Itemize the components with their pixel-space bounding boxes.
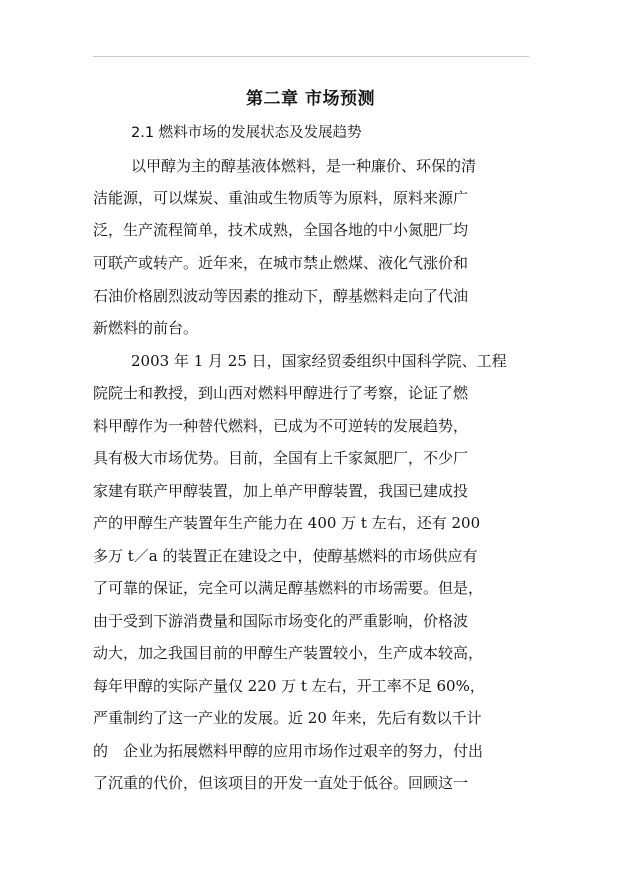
paragraph2-line: 的 企业为拓展燃料甲醇的应用市场作过艰辛的努力，付出 — [93, 742, 484, 760]
paragraph1-line: 新燃料的前台。 — [93, 319, 199, 337]
paragraph2-line: 了沉重的代价，但该项目的开发一直处于低谷。回顾这一 — [93, 774, 469, 792]
paragraph1-line: 洁能源，可以煤炭、重油或生物质等为原料，原料来源广 — [93, 189, 469, 207]
paragraph1-line: 可联产或转产。近年来，在城市禁止燃煤、液化气涨价和 — [93, 254, 469, 272]
paragraph1-line: 泛，生产流程简单，技术成熟，全国各地的中小氮肥厂均 — [93, 221, 469, 239]
chapter-title: 第二章 市场预测 — [246, 89, 375, 109]
paragraph2-line: 料甲醇作为一种替代燃料，已成为不可逆转的发展趋势， — [93, 417, 469, 435]
header-rule — [93, 56, 529, 57]
paragraph2-line: 产的甲醇生产装置年生产能力在 400 万 t 左右，还有 200 — [93, 514, 481, 532]
paragraph2-line: 每年甲醇的实际产量仅 220 万 t 左右，开工率不足 60%， — [93, 677, 485, 695]
paragraph1-line: 以甲醇为主的醇基液体燃料，是一种廉价、环保的清 — [131, 157, 477, 175]
paragraph2-line: 2003 年 1 月 25 日，国家经贸委组织中国科学院、工程 — [131, 352, 507, 370]
paragraph2-line: 具有极大市场优势。目前，全国有上千家氮肥厂，不少厂 — [93, 449, 469, 467]
paragraph1-line: 石油价格剧烈波动等因素的推动下，醇基燃料走向了代油 — [93, 287, 469, 305]
paragraph2-line: 了可靠的保证，完全可以满足醇基燃料的市场需要。但是， — [93, 579, 484, 597]
paragraph2-line: 院院士和教授，到山西对燃料甲醇进行了考察，论证了燃 — [93, 384, 469, 402]
paragraph2-line: 严重制约了这一产业的发展。近 20 年来，先后有数以千计 — [93, 709, 482, 727]
paragraph2-line: 家建有联产甲醇装置，加上单产甲醇装置，我国已建成投 — [93, 482, 469, 500]
paragraph2-line: 动大，加之我国目前的甲醇生产装置较小，生产成本较高， — [93, 644, 484, 662]
paragraph2-line: 由于受到下游消费量和国际市场变化的严重影响，价格波 — [93, 612, 469, 630]
section-title: 2.1 燃料市场的发展状态及发展趋势 — [131, 125, 362, 141]
paragraph2-line: 多万 t／a 的装置正在建设之中，使醇基燃料的市场供应有 — [93, 547, 478, 565]
